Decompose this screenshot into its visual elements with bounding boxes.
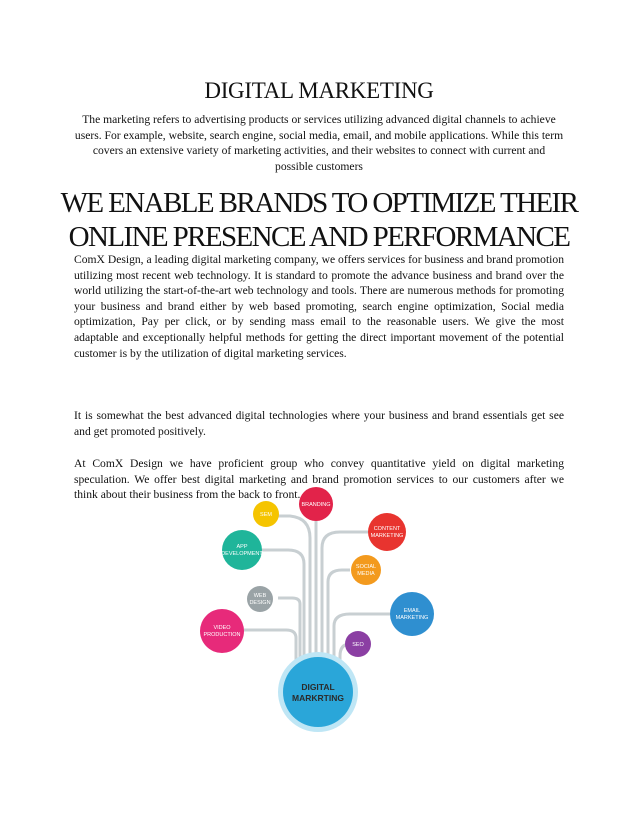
app-label-2: DEVELOPMENT <box>221 551 263 557</box>
headline-line-1: WE ENABLE BRANDS TO OPTIMIZE THEIR <box>60 187 578 219</box>
video-label-1: VIDEO <box>213 625 231 631</box>
center-label-1: DIGITAL <box>301 682 335 692</box>
content-circle <box>368 513 406 551</box>
email-label-2: MARKETING <box>395 615 429 621</box>
node-sem <box>253 501 279 527</box>
social-circle <box>351 555 381 585</box>
content-label-2: MARKETING <box>370 533 404 539</box>
center-label-2: MARKRTING <box>292 693 344 703</box>
section-headline <box>0 186 638 254</box>
node-social-media <box>351 555 381 585</box>
branding-label: BRANDING <box>301 502 331 508</box>
document-title: DIGITAL MARKETING <box>204 78 434 103</box>
node-app-development <box>221 530 263 570</box>
node-branding <box>299 487 333 521</box>
video-label-2: PRODUCTION <box>203 632 241 638</box>
node-web-design <box>247 586 273 612</box>
app-circle <box>222 530 262 570</box>
body-paragraph-3: At ComX Design we have proficient group who convey quantitative yield on digital marketing speculation. We offer best digital marketing and brand promotion services to our customers after we think about their business from the back to front. <box>74 457 564 502</box>
node-seo <box>345 631 371 657</box>
social-label-1: SOCIAL <box>355 564 377 570</box>
body-paragraph-2: It is somewhat the best advanced digital technologies where your business and brand essentials get see and get promoted positively. <box>74 409 564 438</box>
seo-label: SEO <box>352 642 364 648</box>
digital-marketing-diagram <box>190 478 450 740</box>
node-content-marketing <box>368 513 406 551</box>
web-label-1: WEB <box>253 593 267 599</box>
app-label-1: APP <box>236 544 248 550</box>
email-label-1: EMAIL <box>403 608 421 614</box>
sem-label: SEM <box>260 512 272 518</box>
node-email-marketing <box>390 592 434 636</box>
intro-paragraph: The marketing refers to advertising products or services utilizing advanced digital channels to achieve users. For example, website, search engine, social media, email, and mobile applications. While this term covers an extensive variety of marketing activities, and their websites to connect with current and possible customers <box>74 113 564 173</box>
node-center-digital-marketing <box>278 652 358 732</box>
node-video-production <box>200 609 244 653</box>
diagram-svg <box>190 478 450 740</box>
headline-line-2: ONLINE PRESENCE AND PERFORMANCE <box>68 221 570 253</box>
email-circle <box>390 592 434 636</box>
web-circle <box>247 586 273 612</box>
body-paragraph-1: ComX Design, a leading digital marketing company, we offers services for business and brand promotion utilizing most recent web technology. It is standard to promote the advance business and brand over the world utilizing the start-of-the-art web technology and tools. There are numerous methods for promoting your business and brand either by web based promoting, search engine optimization, Social media optimization, Pay per click, or by sending mass email to the reasonable users. We give the most adaptable and exceptionally helpful methods for getting the direct important movement of the potential customer is by the utilization of digital marketing services. <box>74 253 564 360</box>
web-label-2: DESIGN <box>249 600 271 606</box>
video-circle <box>200 609 244 653</box>
social-label-2: MEDIA <box>357 571 375 577</box>
content-label-1: CONTENT <box>373 526 401 532</box>
center-circle <box>283 657 353 727</box>
